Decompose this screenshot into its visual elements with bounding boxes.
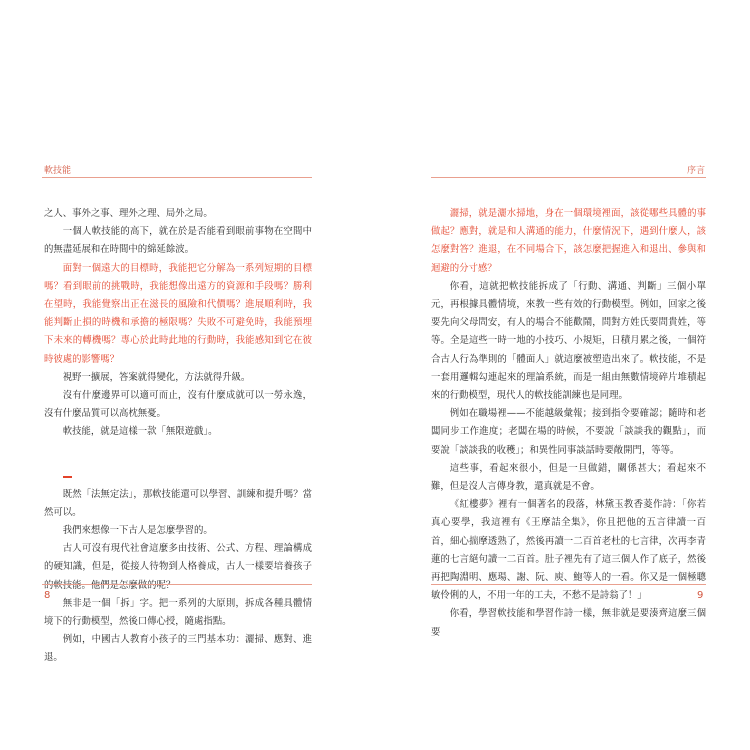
right-page [375, 0, 750, 750]
running-head-left: 軟技能 [44, 166, 72, 176]
paragraph: 《紅樓夢》裡有一個著名的段落，林黛玉教香菱作詩：「你若真心要學，我這裡有《王摩詰全集》，你且把他的五言律讀一百首，細心揣摩透熟了，然後再讀一二百首老杜的七言律，次再李青蓮的七言絕句讀一二百首。肚子裡先有了這三個人作了底子，然後再把陶淵明、應瑒、謝、阮、庾、鮑等人的一看。你又是一個極聰敏伶俐的人，不用一年的工夫，不愁不是詩翁了！」 [431, 499, 706, 602]
left-page-body [44, 205, 312, 668]
paragraph: 古人可沒有現代社會這麼多由技術、公式、方程、理論構成的硬知識，但是，從接人待物到人格養成，古人一樣要培養孩子的軟技能。他們是怎麼做的呢？ [44, 543, 312, 591]
footer-rule-left [42, 584, 312, 585]
paragraph: 你看，學習軟技能和學習作詩一樣，無非就是要湊齊這麼三個要 [431, 608, 706, 638]
page-number-left: 8 [44, 590, 51, 601]
paragraph: 我們來想像一下古人是怎麼學習的。 [62, 525, 213, 537]
footer-rule-right [431, 584, 706, 585]
paragraph: 之人、事外之事、理外之理、局外之局。 [44, 208, 213, 219]
paragraph: 一個人軟技能的高下，就在於是否能看到眼前事物在空間中的無盡延展和在時間中的綿延餘波。 [44, 226, 312, 256]
paragraph: 例如，中國古人教育小孩子的三門基本功：灑掃、應對、進退。 [44, 634, 312, 664]
paragraph: 視野一擴展，答案就得變化，方法就得升級。 [62, 371, 251, 383]
paragraph: 無非是一個「拆」字。把一系列的大原則，拆成各種具體情境下的行動模型，然後口傳心授，隨處指點。 [44, 597, 312, 628]
highlighted-paragraph: 灑掃，就是灑水掃地，身在一個環境裡面，該從哪些具體的事做起？應對，就是和人溝通的能力，什麼情況下，遇到什麼人，該怎麼對答？進退，在不同場合下，該怎麼把握進入和退出、參與和迴避的分寸感？ [431, 208, 706, 274]
paragraph: 既然「法無定法」，那軟技能還可以學習、訓練和提升嗎？當然可以。 [44, 488, 312, 518]
right-page-body [431, 205, 706, 642]
paragraph: 沒有什麼邊界可以適可而止，沒有什麼成就可以一勞永逸，沒有什麼品質可以高枕無憂。 [44, 390, 312, 420]
paragraph: 例如在職場裡——不能越級彙報；接到指令要確認；隨時和老闆同步工作進度；老闆在場的時候，不要說「談談我的觀點」，而要說「談談我的收穫」；和異性同事談話時要敞開門，等等。 [431, 408, 706, 456]
header-rule-left [42, 177, 312, 178]
paragraph: 這些事，看起來很小，但是一旦做錯，關係甚大；看起來不難，但是沒人言傳身教，還真就是不會。 [431, 462, 706, 493]
paragraph: 你看，這就把軟技能拆成了「行動、溝通、判斷」三個小單元，再根據具體情境，來教一些有效的行動模型。例如，回家之後要先向父母問安，有人的場合不能歡鬧，問對方姓氏要問貴姓，等等。全是這些一時一地的小技巧、小規矩，日積月累之後，一個符合古人行為準則的「體面人」就這麼被塑造出來了。軟技能，不是一套用邏輯勾連起來的理論系統，而是一組由無數情境碎片堆積起來的行動模型，現代人的軟技能訓練也是同理。 [431, 280, 706, 402]
running-head-right: 序言 [687, 166, 706, 176]
section-divider [63, 476, 72, 478]
paragraph: 軟技能，就是這樣一款「無限遊戲」。 [62, 426, 218, 438]
page-number-right: 9 [697, 590, 704, 601]
highlighted-paragraph: 面對一個遠大的目標時，我能把它分解為一系列短期的目標嗎？看到眼前的挑戰時，我能想像出遠方的資源和手段嗎？勝利在望時，我能覺察出正在滋長的風險和代價嗎？進展順利時，我能判斷止損的時機和承擔的極限嗎？失敗不可避免時，我能預埋下未來的轉機嗎？專心於此時此地的行動時，我能感知到它在彼時彼處的影響嗎？ [44, 262, 312, 365]
header-rule-right [431, 177, 706, 178]
